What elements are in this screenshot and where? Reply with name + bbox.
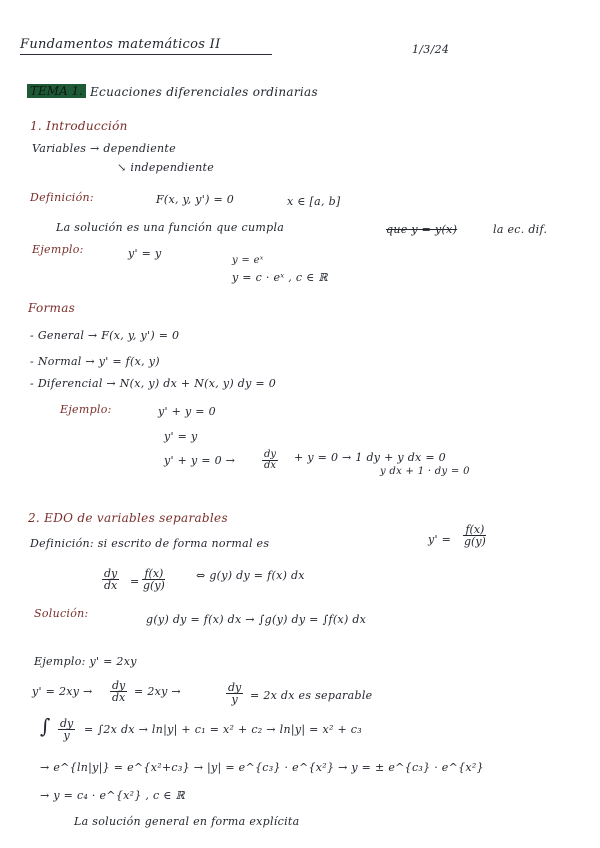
- int-dy-y-fraction: [58, 718, 75, 741]
- forma-diferencial: - Diferencial → N(x, y) dx + N(x, y) dy = 0: [30, 377, 276, 390]
- section2-ex1-b: = 2xy →: [134, 685, 181, 698]
- sep-right-fraction: [141, 568, 167, 591]
- formas-example-label: Ejemplo:: [60, 403, 112, 416]
- solution-label: Solución:: [34, 607, 89, 620]
- fraction-denominator: dx: [264, 460, 277, 471]
- fraction-numerator: dy: [60, 717, 74, 730]
- sep-left-fraction: [102, 568, 119, 591]
- solution-eq: g(y) dy = f(x) dx → ∫g(y) dy = ∫f(x) dx: [146, 613, 367, 626]
- section2-heading: 2. EDO de variables separables: [28, 511, 228, 525]
- section2-def-y: y' =: [428, 533, 452, 546]
- integral-line: = ∫2x dx → ln|y| + c₁ = x² + c₂ → ln|y| = x² + c₃: [84, 723, 362, 736]
- fraction-denominator: g(y): [464, 535, 486, 548]
- section2-ex-label: Ejemplo: y' = 2xy: [34, 655, 137, 668]
- definition-formula: F(x, y, y') = 0: [156, 193, 235, 206]
- tema-highlight: TEMA 1.: [27, 84, 86, 98]
- section1-heading: 1. Introducción: [30, 119, 128, 133]
- section2-ex1-c: = 2x dx es separable: [250, 689, 373, 702]
- formas-ex-line3a: y' + y = 0 →: [164, 454, 236, 467]
- formas-ex-line1: y' + y = 0: [158, 405, 216, 418]
- sep-equals: =: [130, 575, 140, 588]
- subject-underline: [20, 54, 272, 55]
- formas-heading: Formas: [28, 301, 76, 315]
- section2-ex1-a: y' = 2xy →: [32, 685, 93, 698]
- fraction-denominator: g(y): [143, 579, 165, 592]
- subject-title: Fundamentos matemáticos II: [20, 37, 221, 52]
- fraction-numerator: dy: [264, 449, 277, 460]
- fraction-numerator: dy: [228, 681, 242, 694]
- section2-def-fraction: [462, 524, 488, 547]
- sep-rest: ⇔ g(y) dy = f(x) dx: [196, 569, 305, 582]
- solution-text-struck: que y = y(x): [386, 223, 458, 236]
- definition-domain: x ∈ [a, b]: [287, 195, 341, 208]
- fraction-denominator: dx: [112, 691, 126, 704]
- integral-sign: ∫: [40, 714, 51, 738]
- fraction-numerator: dy: [112, 679, 126, 692]
- forma-general: - General → F(x, y, y') = 0: [30, 329, 180, 342]
- variables-indep: ↘ independiente: [117, 161, 215, 174]
- fraction-numerator: f(x): [144, 567, 164, 580]
- tema-title: Ecuaciones diferenciales ordinarias: [90, 85, 318, 99]
- example-eq: y' = y: [128, 247, 162, 260]
- exp-line: → e^{ln|y|} = e^{x²+c₃} → |y| = e^{c₃} · e^{x²} → y = ± e^{c₃} · e^{x²}: [40, 761, 484, 774]
- fraction-denominator: y: [63, 729, 70, 742]
- formas-ex-line3b: + y = 0 → 1 dy + y dx = 0: [294, 451, 446, 464]
- fraction-denominator: y: [231, 693, 238, 706]
- final-note: La solución general en forma explícita: [74, 815, 300, 828]
- forma-normal: - Normal → y' = f(x, y): [30, 355, 160, 368]
- fraction-numerator: dy: [104, 567, 118, 580]
- variables-line: Variables → dependiente: [32, 142, 176, 155]
- example-sol1: y = eˣ: [232, 255, 264, 266]
- example-label: Ejemplo:: [32, 243, 84, 256]
- definition-label: Definición:: [30, 191, 94, 204]
- formas-ex-line2: y' = y: [164, 430, 198, 443]
- fraction-numerator: f(x): [465, 523, 485, 536]
- formas-ex-line4: y dx + 1 · dy = 0: [380, 466, 470, 477]
- solution-text-b: la ec. dif.: [493, 223, 548, 236]
- section2-def-label: Definición: si escrito de forma normal es: [30, 537, 270, 550]
- ex1-dy-dx-fraction: [110, 680, 127, 703]
- ex1-dy-y-fraction: [226, 682, 243, 705]
- date: 1/3/24: [412, 43, 450, 56]
- formas-dy-dx-fraction: [262, 450, 278, 471]
- example-sol2: y = c · eˣ , c ∈ ℝ: [232, 271, 328, 284]
- fraction-denominator: dx: [104, 579, 118, 592]
- final-line: → y = c₄ · e^{x²} , c ∈ ℝ: [40, 789, 185, 802]
- solution-text-a: La solución es una función que cumpla: [56, 221, 285, 234]
